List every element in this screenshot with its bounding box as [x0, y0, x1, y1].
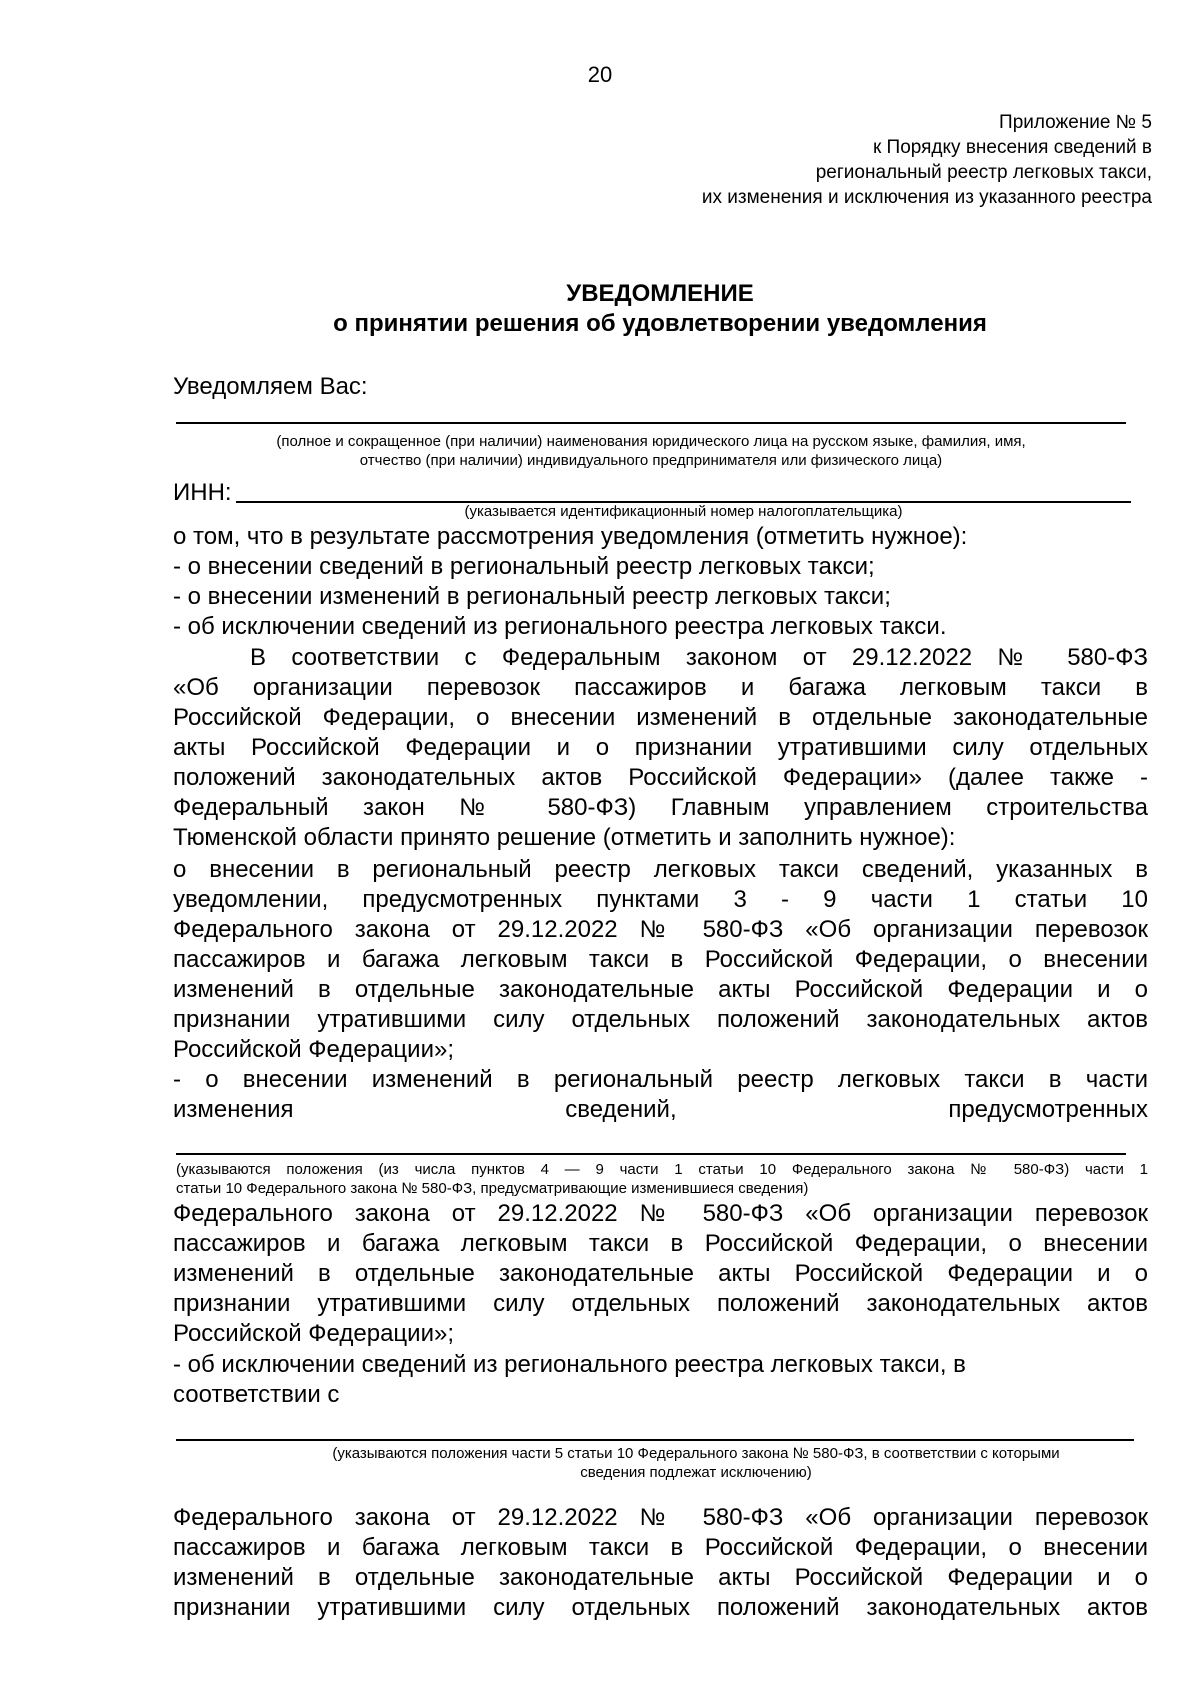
- paragraph-line: положений законодательных актов Российской Федерации» (далее также -: [173, 764, 1148, 791]
- decision-line: соответствии с: [173, 1381, 340, 1408]
- changes-fill-line: [176, 1153, 1126, 1155]
- appendix-line: региональный реестр легковых такси,: [815, 162, 1152, 183]
- appendix-line: к Порядку внесения сведений в: [872, 137, 1152, 158]
- decision-line: пассажиров и багажа легковым такси в Российской Федерации, о внесении: [173, 1534, 1148, 1561]
- decision-line: Российской Федерации»;: [173, 1320, 454, 1347]
- paragraph-line: В соответствии с Федеральным законом от 29.12.2022 № 580-ФЗ: [250, 644, 1148, 671]
- decision-line: признании утратившими силу отдельных положений законодательных актов: [173, 1006, 1148, 1033]
- appendix-line: их изменения и исключения из указанного реестра: [701, 187, 1152, 208]
- caption-line: (указываются положения части 5 статьи 10 Федерального закона № 580-ФЗ, в соответствии с которыми: [332, 1445, 1060, 1462]
- decision-line: Федерального закона от 29.12.2022 № 580-ФЗ «Об организации перевозок: [173, 1200, 1148, 1227]
- changes-caption: [176, 1160, 1148, 1198]
- decision-line: - о внесении изменений в региональный реестр легковых такси в части: [173, 1066, 1148, 1093]
- notify-label: Уведомляем Вас:: [173, 373, 368, 400]
- caption-line: сведения подлежат исключению): [580, 1464, 812, 1481]
- paragraph-line: акты Российской Федерации и о признании утратившими силу отдельных: [173, 734, 1148, 761]
- decision-line: изменений в отдельные законодательные акты Российской Федерации и о: [173, 1564, 1148, 1591]
- exclusion-fill-line: [176, 1439, 1134, 1441]
- decision-line: Российской Федерации»;: [173, 1036, 454, 1063]
- decision-line: изменения сведений, предусмотренных: [173, 1096, 1148, 1123]
- entity-caption: [176, 432, 1126, 470]
- option-item: - об исключении сведений из регионального реестра легковых такси.: [173, 613, 947, 640]
- paragraph-line: Тюменской области принято решение (отметить и заполнить нужное):: [173, 824, 956, 851]
- option-item: - о внесении сведений в региональный реестр легковых такси;: [173, 553, 875, 580]
- decision-line: о внесении в региональный реестр легковых такси сведений, указанных в: [173, 856, 1148, 883]
- decision-line: изменений в отдельные законодательные акты Российской Федерации и о: [173, 976, 1148, 1003]
- decision-line: Федерального закона от 29.12.2022 № 580-ФЗ «Об организации перевозок: [173, 1504, 1148, 1531]
- appendix-line: Приложение № 5: [999, 112, 1152, 133]
- decision-line: Федерального закона от 29.12.2022 № 580-ФЗ «Об организации перевозок: [173, 916, 1148, 943]
- decision-line: уведомлении, предусмотренных пунктами 3 - 9 части 1 статьи 10: [173, 886, 1148, 913]
- inn-label: ИНН:: [173, 479, 232, 506]
- caption-line: (указываются положения (из числа пунктов 4 — 9 части 1 статьи 10 Федерального закона № 580-ФЗ) части 1: [176, 1161, 1148, 1178]
- inn-caption: (указывается идентификационный номер налогоплательщика): [464, 503, 903, 520]
- exclusion-caption: [176, 1444, 1146, 1482]
- caption-line: отчество (при наличии) индивидуального предпринимателя или физического лица): [359, 452, 943, 469]
- option-item: - о внесении изменений в региональный реестр легковых такси;: [173, 583, 891, 610]
- appendix-header: [592, 110, 1152, 210]
- document-subtitle: о принятии решения об удовлетворении уведомления: [333, 310, 987, 337]
- paragraph-line: Федеральный закон № 580-ФЗ) Главным управлением строительства: [173, 794, 1148, 821]
- decision-line: признании утратившими силу отдельных положений законодательных актов: [173, 1594, 1148, 1621]
- decision-line: пассажиров и багажа легковым такси в Российской Федерации, о внесении: [173, 1230, 1148, 1257]
- page-number: 20: [587, 62, 613, 87]
- entity-fill-line: [176, 422, 1126, 424]
- caption-line: статьи 10 Федерального закона № 580-ФЗ, предусматривающие изменившиеся сведения): [176, 1180, 809, 1197]
- decision-line: признании утратившими силу отдельных положений законодательных актов: [173, 1290, 1148, 1317]
- paragraph-line: Российской Федерации, о внесении изменений в отдельные законодательные: [173, 704, 1148, 731]
- caption-line: (полное и сокращенное (при наличии) наименования юридического лица на русском языке, фамилия, имя,: [276, 433, 1026, 450]
- document-title: УВЕДОМЛЕНИЕ: [566, 280, 754, 307]
- options-intro: о том, что в результате рассмотрения уведомления (отметить нужное):: [173, 523, 968, 550]
- decision-line: изменений в отдельные законодательные акты Российской Федерации и о: [173, 1260, 1148, 1287]
- decision-line: пассажиров и багажа легковым такси в Российской Федерации, о внесении: [173, 946, 1148, 973]
- decision-line: - об исключении сведений из регионального реестра легковых такси, в: [173, 1351, 966, 1378]
- paragraph-line: «Об организации перевозок пассажиров и багажа легковым такси в: [173, 674, 1148, 701]
